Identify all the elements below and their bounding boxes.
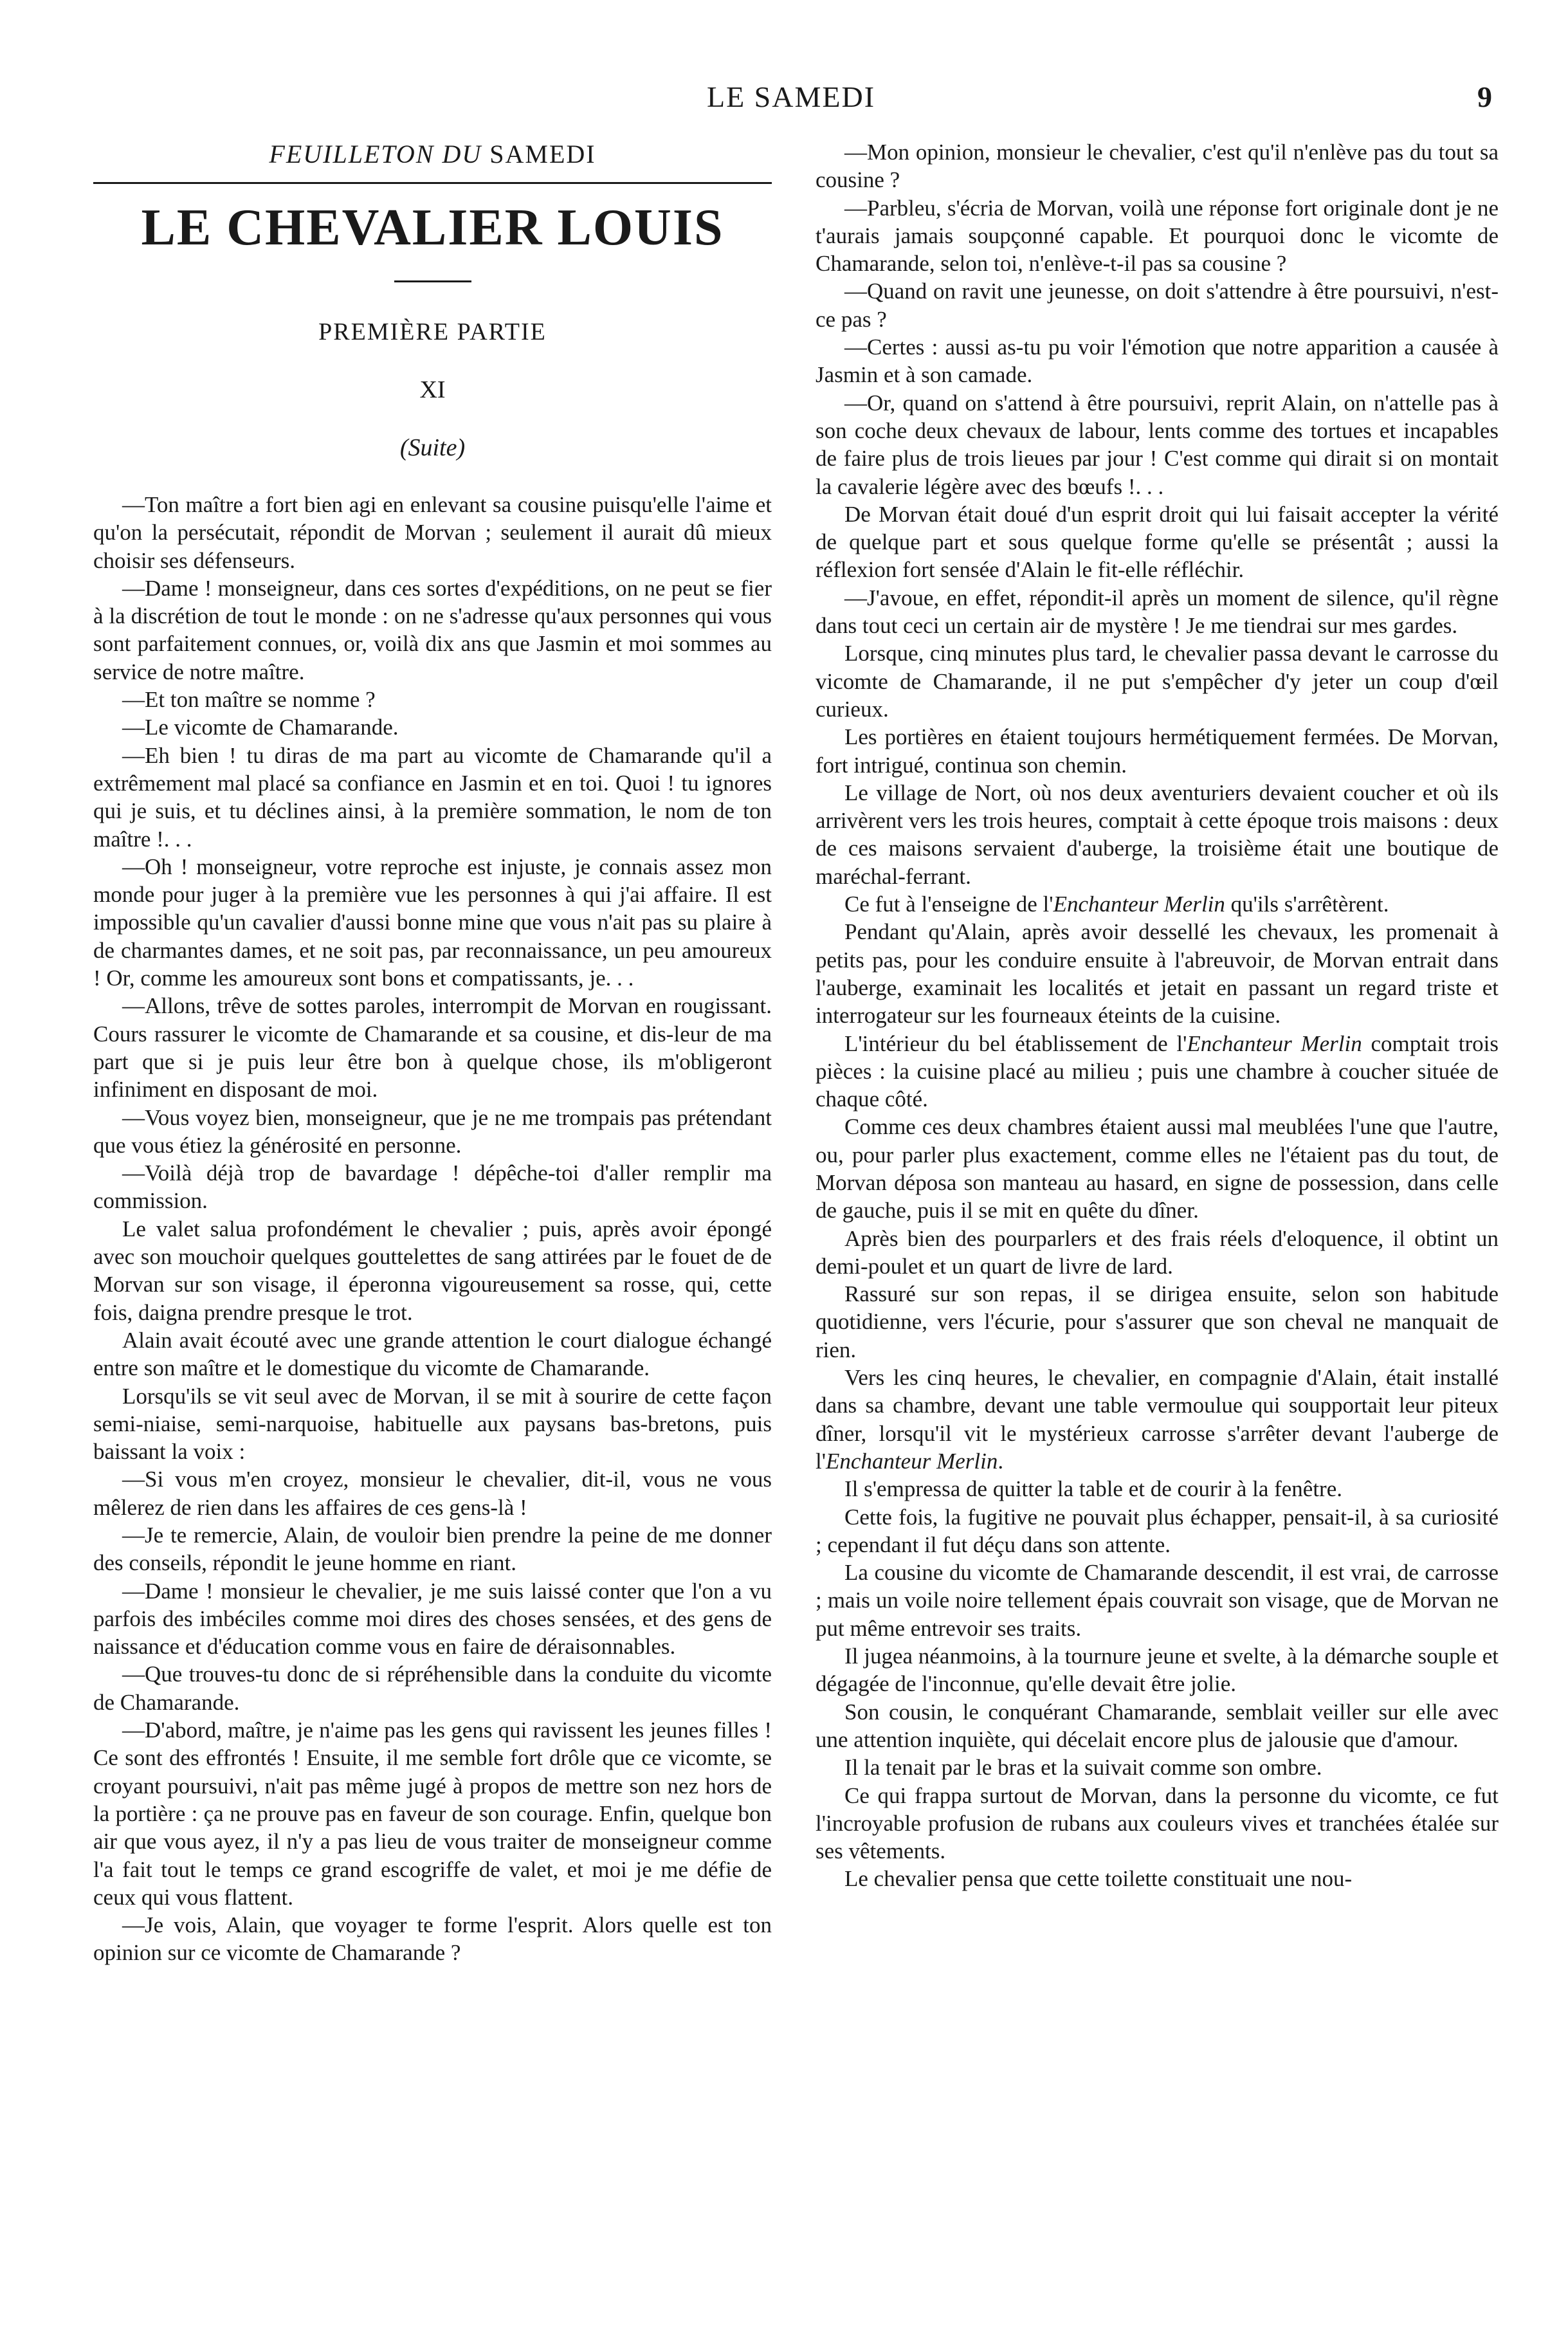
paragraph: —J'avoue, en effet, répondit-il après un moment de silence, qu'il règne dans tout ceci un certain air de mystère ! Je me tiendrai sur mes gardes. [816, 585, 1499, 639]
paragraph: Cette fois, la fugitive ne pouvait plus échapper, pensait-il, à sa curiosité ; cependant il fut déçu dans son attente. [816, 1504, 1499, 1557]
paragraph: Son cousin, le conquérant Chamarande, semblait veiller sur elle avec une attention inquiète, qui décelait encore plus de jalousie que d'amour. [816, 1699, 1499, 1752]
kicker-italic: FEUILLETON DU [269, 140, 490, 169]
kicker-roman: SAMEDI [489, 140, 596, 169]
paragraph: —Parbleu, s'écria de Morvan, voilà une réponse fort originale dont je ne t'aurais jamais soupçonné capable. Et pourquoi donc le vicomte de Chamarande, selon toi, n'enlève-t-il pas sa cousine ? [816, 195, 1499, 277]
paragraph: Alain avait écouté avec une grande attention le court dialogue échangé entre son maître et le domestique du vicomte de Chamarande. [93, 1327, 772, 1381]
paragraph: Les portières en étaient toujours hermétiquement fermées. De Morvan, fort intrigué, continua son chemin. [816, 724, 1499, 778]
paragraph: —Que trouves-tu donc de si répréhensible dans la conduite du vicomte de Chamarande. [93, 1662, 772, 1715]
paragraph: —Certes : aussi as-tu pu voir l'émotion que notre apparition a causée à Jasmin et à son camade. [816, 334, 1499, 388]
paragraph: —Eh bien ! tu diras de ma part au vicomte de Chamarande qu'il a extrêmement mal placé sa confiance en Jasmin et en toi. Quoi ! tu ignores qui je suis, et tu déclines ainsi, à la première sommation, le nom de ton maître !. . . [93, 742, 772, 852]
paragraph: —Quand on ravit une jeunesse, on doit s'attendre à être poursuivi, n'est-ce pas ? [816, 279, 1499, 332]
page-header [90, 76, 1492, 121]
chapter-heading: XI [419, 376, 446, 403]
paragraph: La cousine du vicomte de Chamarande descendit, il est vrai, de carrosse ; mais un voile noire tellement épais couvrait son visage, que de Morvan ne put même entrevoir ses traits. [816, 1560, 1499, 1641]
paragraph: —Si vous m'en croyez, monsieur le chevalier, dit-il, vous ne vous mêlerez de rien dans les affaires de ces gens-là ! [93, 1467, 772, 1520]
paragraph: Le village de Nort, où nos deux aventuriers devaient coucher et où ils arrivèrent vers les trois heures, comptait à cette époque trois maisons : deux de ces maisons servaient d'auberge, la troisième était une boutique de maréchal-ferrant. [816, 780, 1499, 889]
paragraph: L'intérieur du bel établissement de l'Enchanteur Merlin comptait trois pièces : la cuisine placé au milieu ; puis une chambre à coucher située de chaque côté. [816, 1030, 1499, 1112]
paragraph: —Mon opinion, monsieur le chevalier, c'est qu'il n'enlève pas du tout sa cousine ? [816, 140, 1499, 193]
left-column [93, 138, 772, 1967]
short-rule [394, 280, 471, 282]
paragraph: Lorsqu'ils se vit seul avec de Morvan, il se mit à sourire de cette façon semi-niaise, semi-narquoise, habituelle aux paysans bas-bretons, puis baissant la voix : [93, 1383, 772, 1465]
paragraph: Rassuré sur son repas, il se dirigea ensuite, selon son habitude quotidienne, vers l'écurie, pour s'assurer que son cheval ne manquait de rien. [816, 1281, 1499, 1362]
paragraph: —Dame ! monseigneur, dans ces sortes d'expéditions, on ne peut se fier à la discrétion de tout le monde : on ne s'adresse qu'aux personnes qui vous sont parfaitement connues, or, voilà dix ans que Jasmin et moi sommes au service de notre maître. [93, 575, 772, 684]
paragraph: Ce fut à l'enseigne de l'Enchanteur Merlin qu'ils s'arrêtèrent. [844, 892, 1389, 917]
paragraph: Il s'empressa de quitter la table et de courir à la fenêtre. [844, 1476, 1342, 1502]
paragraph: Pendant qu'Alain, après avoir dessellé les chevaux, les promenait à petits pas, pour les conduire ensuite à l'abreuvoir, de Morvan entrait dans l'auberge, examinait les localités et jetait en passant un regard triste et interrogateur sur les fourneaux éteints de la cuisine. [816, 919, 1499, 1029]
paragraph: —Je te remercie, Alain, de vouloir bien prendre la peine de me donner des conseils, répondit le jeune homme en riant. [93, 1522, 772, 1576]
paragraph: —Le vicomte de Chamarande. [122, 715, 399, 740]
part-heading: PREMIÈRE PARTIE [318, 318, 547, 345]
paragraph: Lorsque, cinq minutes plus tard, le chevalier passa devant le carrosse du vicomte de Chamarande, il ne put s'empêcher d'y jeter un coup d'œil curieux. [816, 641, 1499, 722]
right-column [816, 138, 1499, 1893]
inn-name: Enchanteur Merlin [826, 1448, 998, 1474]
paragraph: Après bien des pourparlers et des frais réels d'eloquence, il obtint un demi-poulet et un quart de livre de lard. [816, 1225, 1499, 1279]
paragraph: —Allons, trêve de sottes paroles, interrompit de Morvan en rougissant. Cours rassurer le vicomte de Chamarande et sa cousine, et dis-leur de ma part que si je puis leur être bon à quelque chose, ils m'obligeront infiniment en disposant de moi. [93, 993, 772, 1103]
journal-name: LE SAMEDI [706, 80, 876, 113]
inn-name: Enchanteur Merlin [1187, 1030, 1362, 1056]
paragraph: Comme ces deux chambres étaient aussi mal meublées l'une que l'autre, ou, pour parler plus exactement, comme elles ne l'étaient pas du tout, de Morvan déposa son manteau au hasard, en signe de possession, dans celle de gauche, puis il se mit en quête du dîner. [816, 1114, 1499, 1223]
title-rule [93, 182, 772, 184]
paragraph: Il jugea néanmoins, à la tournure jeune et svelte, à la démarche souple et dégagée de l'inconnue, qu'elle devait être jolie. [816, 1644, 1499, 1697]
paragraph: —Et ton maître se nomme ? [122, 687, 376, 713]
paragraph: Le valet salua profondément le chevalier ; puis, après avoir épongé avec son mouchoir quelques gouttelettes de sang attirées par le fouet de de Morvan sur son visage, il éperonna vigoureusement sa rosse, qui, cette fois, daigna prendre presque le trot. [93, 1216, 772, 1325]
paragraph: —Ton maître a fort bien agi en enlevant sa cousine puisqu'elle l'aime et qu'on la persécutait, répondit de Morvan ; seulement il aurait dû mieux choisir ses défenseurs. [93, 492, 772, 573]
inn-name: Enchanteur Merlin [1053, 892, 1225, 917]
paragraph: Il la tenait par le bras et la suivait comme son ombre. [844, 1755, 1322, 1781]
paragraph: De Morvan était doué d'un esprit droit qui lui faisait accepter la vérité de quelque part et sous quelque forme qu'elle se présentât ; aussi la réflexion fort sensée d'Alain le fit-elle réfléchir. [816, 501, 1499, 583]
feuilleton-kicker [93, 138, 772, 170]
paragraph: Ce qui frappa surtout de Morvan, dans la personne du vicomte, ce fut l'incroyable profusion de rubans aux couleurs vives et tranchées étalée sur ses vêtements. [816, 1782, 1499, 1864]
story-title: LE CHEVALIER LOUIS [141, 199, 724, 256]
paragraph: —Oh ! monseigneur, votre reproche est injuste, je connais assez mon monde pour juger à la première vue les personnes à qui j'ai affaire. Il est impossible qu'un cavalier d'aussi bonne mine que vous n'ait pas su plaire à de charmantes dames, et ne soit pas, par reconnaissance, un peu amoureux ! Or, comme les amoureux sont bons et compatissants, je. . . [93, 854, 772, 991]
paragraph: —Dame ! monsieur le chevalier, je me suis laissé conter que l'on a vu parfois des imbéciles comme moi dires des choses sensées, et des gens de naissance et d'éducation comme vous en faire de déraisonnables. [93, 1578, 772, 1660]
page-number: 9 [1477, 80, 1492, 113]
paragraph: —Or, quand on s'attend à être poursuivi, reprit Alain, on n'attelle pas à son coche deux chevaux de labour, lents comme des tortues et incapables de faire plus de trois lieues par jour ! C'est comme qui dirait si on montait la cavalerie légère avec des bœufs !. . . [816, 390, 1499, 499]
paragraph: —D'abord, maître, je n'aime pas les gens qui ravissent les jeunes filles ! Ce sont des effrontés ! Ensuite, il me semble fort drôle que ce vicomte, se croyant poursuivi, n'ait pas même jugé à propos de mettre son nez hors de la portière : ça ne prouve pas en faveur de son courage. Enfin, quelque bon air que vous ayez, il n'y a pas lieu de vous traiter de monseigneur comme l'a fait tout le temps ce grand escogriffe de valet, et moi je me défie de ceux qui vous flattent. [93, 1717, 772, 1910]
suite-label: (Suite) [399, 434, 466, 461]
paragraph: —Vous voyez bien, monseigneur, que je ne me trompais pas prétendant que vous étiez la générosité en personne. [93, 1104, 772, 1158]
paragraph: Le chevalier pensa que cette toilette constituait une nou- [844, 1866, 1353, 1892]
paragraph: Vers les cinq heures, le chevalier, en compagnie d'Alain, était installé dans sa chambre, devant une table vermoulue qui soupportait leur piteux dîner, lorsqu'il vit le mystérieux carrosse s'arrêter devant l'auberge de l'Enchanteur Merlin. [816, 1365, 1499, 1474]
paragraph: —Je vois, Alain, que voyager te forme l'esprit. Alors quelle est ton opinion sur ce vicomte de Chamarande ? [93, 1912, 772, 1966]
paragraph: —Voilà déjà trop de bavardage ! dépêche-toi d'aller remplir ma commission. [93, 1160, 772, 1214]
